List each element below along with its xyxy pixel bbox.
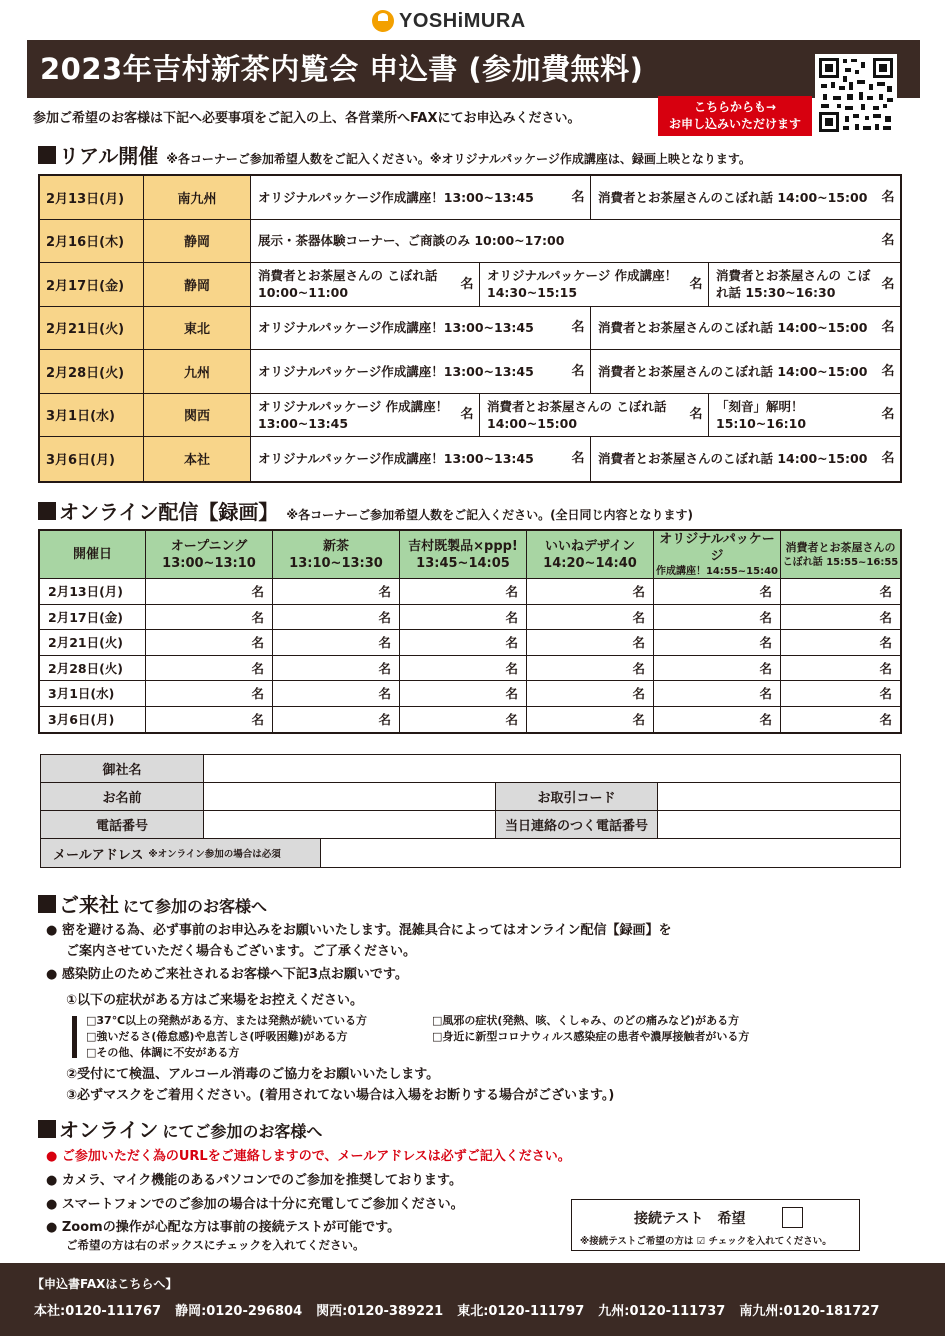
session-label: オリジナルパッケージ作成講座！13:00~13:45 <box>258 451 534 467</box>
real-event-table <box>38 174 902 483</box>
online-bullet-4b: ご希望の方は右のボックスにチェックを入れてください。 <box>66 1238 365 1252</box>
checklist-bar <box>72 1016 77 1058</box>
tea-leaf-icon <box>372 10 394 32</box>
email-label-text: メールアドレス <box>53 847 144 863</box>
table-row <box>40 394 900 438</box>
stream-date: 2月21日(火) <box>40 630 146 655</box>
session-entry[interactable] <box>251 307 591 350</box>
attendee-count-cell[interactable]: 名 <box>879 584 892 600</box>
attendee-count-cell[interactable]: 名 <box>273 681 400 706</box>
table-row <box>40 707 900 733</box>
attendee-count-cell[interactable]: 名 <box>146 681 273 706</box>
event-date: 2月21日(火) <box>40 307 144 350</box>
email-required-note: ※オンライン参加の場合は必須 <box>148 849 281 860</box>
attendee-count-cell[interactable]: 名 <box>146 579 273 604</box>
intro-text: 参加ご希望のお客様は下記へ必要事項をご記入の上、各営業所へFAXにてお申込みください。 <box>33 111 581 126</box>
count-unit: 名 <box>571 363 585 379</box>
visit-bullet-1b: ご案内させていただく場合もございます。ご了承ください。 <box>66 944 416 959</box>
symptom-item: □身近に新型コロナウィルス感染症の患者や濃厚接触者がいる方 <box>432 1030 750 1043</box>
stream-date: 3月6日(月) <box>40 707 146 733</box>
visit-bullet-1a: ● 密を避ける為、必ず事前のお申込みをお願いいたします。混雑具合によってはオンライン配信【録画】を <box>46 923 672 938</box>
session-entry[interactable] <box>251 350 591 393</box>
session-entry[interactable] <box>591 176 900 219</box>
count-unit: 名 <box>881 407 895 423</box>
session-entry[interactable] <box>480 394 709 437</box>
contact-form <box>40 754 901 868</box>
day-phone-field[interactable] <box>658 811 900 838</box>
event-location: 東北 <box>144 307 251 350</box>
account-code-label: お取引コード <box>496 783 658 810</box>
attendee-count-cell[interactable]: 名 <box>654 656 781 681</box>
real-heading-text: リアル開催 <box>59 144 159 168</box>
attendee-count-cell[interactable]: 名 <box>654 681 781 706</box>
attendee-count-cell[interactable]: 名 <box>273 707 400 733</box>
fax-number: 静岡:0120-296804 <box>175 1304 303 1319</box>
banner-line1: こちらからも→ <box>693 100 777 114</box>
attendee-count-cell[interactable]: 名 <box>527 681 654 706</box>
page-title: 2023年吉村新茶内覧会 申込書 (参加費無料) <box>40 52 644 86</box>
session-label: オリジナルパッケージ作成講座！13:00~13:45 <box>258 363 534 379</box>
square-bullet-icon <box>38 1120 56 1138</box>
session-label: 消費者とお茶屋さんの こぼれ話 14:00~15:00 <box>487 398 667 431</box>
attendee-count-cell[interactable]: 名 <box>273 630 400 655</box>
session-entry[interactable] <box>251 263 480 306</box>
session-entry[interactable] <box>251 220 900 263</box>
visit-heading-sub: にて参加のお客様へ <box>123 897 268 916</box>
visit-section-heading <box>38 889 267 918</box>
banner-line2: お申し込みいただけます <box>668 117 801 131</box>
online-note-heading-main: オンライン <box>59 1118 159 1142</box>
square-bullet-icon <box>38 502 56 520</box>
online-heading-text: オンライン配信【録画】 <box>59 500 279 524</box>
session-label: オリジナルパッケージ作成講座！13:00~13:45 <box>258 189 534 205</box>
session-label: 消費者とお茶屋さんの こぼれ話 10:00~11:00 <box>258 268 438 301</box>
table-row <box>40 350 900 394</box>
attendee-count-cell[interactable]: 名 <box>654 605 781 630</box>
fax-number: 本社:0120-111767 <box>34 1304 162 1319</box>
online-stream-table <box>38 529 902 734</box>
attendee-count-cell[interactable]: 名 <box>400 681 527 706</box>
attendee-count-cell[interactable]: 名 <box>400 707 527 733</box>
attendee-count-cell[interactable]: 名 <box>879 660 892 676</box>
count-unit: 名 <box>571 451 585 467</box>
connection-test-label: 接続テスト 希望 <box>634 1211 746 1227</box>
connection-test-note: ※接続テストご希望の方は ☑ チェックを入れてください。 <box>580 1236 832 1247</box>
visit-sub-2: ②受付にて検温、アルコール消毒のご協力をお願いいたします。 <box>66 1067 440 1082</box>
count-unit: 名 <box>571 189 585 205</box>
table-row <box>40 307 900 351</box>
fax-number: 東北:0120-111797 <box>457 1304 585 1319</box>
connection-test-box <box>571 1199 860 1251</box>
session-label: 展示・茶器体験コーナー、ご商談のみ 10:00~17:00 <box>258 233 565 249</box>
session-label: 消費者とお茶屋さんのこぼれ話 14:00~15:00 <box>598 451 868 467</box>
attendee-count-cell[interactable]: 名 <box>879 609 892 625</box>
square-bullet-icon <box>38 146 56 164</box>
attendee-count-cell[interactable]: 名 <box>400 579 527 604</box>
event-date: 2月28日(火) <box>40 350 144 393</box>
fax-number-list <box>34 1300 879 1319</box>
session-entry[interactable] <box>251 437 591 481</box>
name-label: お名前 <box>41 783 204 810</box>
square-bullet-icon <box>38 895 56 913</box>
attendee-count-cell[interactable]: 名 <box>527 707 654 733</box>
symptom-item: □37℃以上の発熱がある方、または発熱が続いている方 <box>86 1014 368 1027</box>
online-note-heading-sub: にてご参加のお客様へ <box>162 1122 323 1141</box>
table-row <box>40 656 900 682</box>
attendee-count-cell[interactable]: 名 <box>879 686 892 702</box>
event-location: 南九州 <box>144 176 251 219</box>
attendee-count-cell[interactable]: 名 <box>273 579 400 604</box>
count-unit: 名 <box>881 451 895 467</box>
account-code-field[interactable] <box>658 783 900 810</box>
event-location: 九州 <box>144 350 251 393</box>
attendee-count-cell[interactable]: 名 <box>527 656 654 681</box>
attendee-count-cell[interactable]: 名 <box>654 707 781 733</box>
attendee-count-cell[interactable]: 名 <box>879 635 892 651</box>
online-note-heading <box>38 1114 322 1143</box>
session-entry[interactable] <box>480 263 709 306</box>
stream-date: 2月13日(月) <box>40 579 146 604</box>
online-bullet-3: ● スマートフォンでのご参加の場合は十分に充電してご参加ください。 <box>46 1197 464 1212</box>
count-unit: 名 <box>881 320 895 336</box>
column-header: いいねデザイン 14:20~14:40 <box>527 531 654 578</box>
event-location: 本社 <box>144 437 251 481</box>
session-label: 消費者とお茶屋さんのこぼれ話 14:00~15:00 <box>598 363 868 379</box>
form-row <box>41 783 900 811</box>
event-date: 2月17日(金) <box>40 263 144 306</box>
column-header: 開催日 <box>40 531 146 578</box>
table-row <box>40 437 900 481</box>
session-entry[interactable] <box>591 307 900 350</box>
count-unit: 名 <box>689 276 703 292</box>
online-section-heading <box>38 496 693 525</box>
count-unit: 名 <box>571 320 585 336</box>
event-date: 3月1日(水) <box>40 394 144 437</box>
count-unit: 名 <box>689 407 703 423</box>
table-row <box>40 220 900 264</box>
table-row <box>40 176 900 220</box>
form-row <box>41 811 900 839</box>
day-phone-label: 当日連絡のつく電話番号 <box>496 811 658 838</box>
company-field[interactable] <box>204 755 900 782</box>
real-heading-note: ※各コーナーご参加希望人数をご記入ください。※オリジナルパッケージ作成講座は、録画上映となります。 <box>166 152 751 166</box>
online-heading-note: ※各コーナーご参加希望人数をご記入ください。(全日同じ内容となります) <box>286 508 694 522</box>
attendee-count-cell[interactable]: 名 <box>146 707 273 733</box>
column-header: 消費者とお茶屋さんの こぼれ話 15:55~16:55 <box>782 541 899 568</box>
session-entry[interactable] <box>709 394 900 437</box>
visit-sub-1: ①以下の症状がある方はご来場をお控えください。 <box>66 993 364 1008</box>
logo-text: YOSHiMURA <box>399 9 526 32</box>
session-label: 消費者とお茶屋さんのこぼれ話 14:00~15:00 <box>598 189 868 205</box>
visit-sub-3: ③必ずマスクをご着用ください。(着用されてない場合は入場をお断りする場合がございます。) <box>66 1088 615 1103</box>
symptom-item: □強いだるさ(倦怠感)や息苦しさ(呼吸困難)がある方 <box>86 1030 348 1043</box>
fax-number: 九州:0120-111737 <box>598 1304 726 1319</box>
phone-field[interactable] <box>204 811 496 838</box>
table-row <box>40 681 900 707</box>
attendee-count-cell[interactable]: 名 <box>146 605 273 630</box>
form-row <box>41 839 900 867</box>
email-field[interactable] <box>321 839 900 867</box>
attendee-count-cell[interactable]: 名 <box>879 712 892 728</box>
stream-date: 2月17日(金) <box>40 605 146 630</box>
attendee-count-cell[interactable]: 名 <box>654 630 781 655</box>
event-location: 関西 <box>144 394 251 437</box>
session-entry[interactable] <box>591 437 900 481</box>
session-label: オリジナルパッケージ 作成講座！13:00~13:45 <box>258 398 449 431</box>
email-label <box>41 839 321 867</box>
event-date: 2月16日(木) <box>40 220 144 263</box>
name-field[interactable] <box>204 783 496 810</box>
company-label: 御社名 <box>41 755 204 782</box>
connection-test-checkbox[interactable] <box>782 1207 803 1228</box>
column-header: オープニング 13:00~13:10 <box>146 531 273 578</box>
stream-date: 2月28日(火) <box>40 656 146 681</box>
session-label: 「刻音」解明！15:10~16:10 <box>716 398 807 431</box>
qr-code-icon <box>817 56 895 134</box>
stream-date: 3月1日(水) <box>40 681 146 706</box>
event-location: 静岡 <box>144 220 251 263</box>
count-unit: 名 <box>881 233 895 249</box>
table-row <box>40 630 900 656</box>
symptom-item: □その他、体調に不安がある方 <box>86 1046 240 1059</box>
table-row <box>40 579 900 605</box>
count-unit: 名 <box>881 189 895 205</box>
event-location: 静岡 <box>144 263 251 306</box>
table-header <box>40 531 900 579</box>
fax-number: 関西:0120-389221 <box>316 1304 444 1319</box>
event-date: 3月6日(月) <box>40 437 144 481</box>
session-label: オリジナルパッケージ作成講座！13:00~13:45 <box>258 320 534 336</box>
count-unit: 名 <box>881 276 895 292</box>
attendee-count-cell[interactable]: 名 <box>527 605 654 630</box>
online-apply-banner[interactable] <box>658 96 812 136</box>
form-row <box>41 755 900 783</box>
attendee-count-cell[interactable]: 名 <box>146 630 273 655</box>
attendee-count-cell[interactable]: 名 <box>400 605 527 630</box>
session-label: 消費者とお茶屋さんの こぼれ話 15:30~16:30 <box>716 268 871 301</box>
table-row <box>40 263 900 307</box>
column-header: 新茶 13:10~13:30 <box>273 531 400 578</box>
table-row <box>40 605 900 631</box>
visit-bullet-2: ● 感染防止のためご来社されるお客様へ下記3点お願いです。 <box>46 967 408 982</box>
session-entry[interactable] <box>251 176 591 219</box>
fax-number: 南九州:0120-181727 <box>739 1304 880 1319</box>
session-entry[interactable] <box>591 350 900 393</box>
phone-label: 電話番号 <box>41 811 204 838</box>
attendee-count-cell[interactable]: 名 <box>527 579 654 604</box>
attendee-count-cell[interactable]: 名 <box>400 630 527 655</box>
online-bullet-2: ● カメラ、マイク機能のあるパソコンでのご参加を推奨しております。 <box>46 1173 463 1188</box>
attendee-count-cell[interactable]: 名 <box>654 579 781 604</box>
attendee-count-cell[interactable]: 名 <box>527 630 654 655</box>
count-unit: 名 <box>460 276 474 292</box>
column-header: オリジナルパッケージ 作成講座！14:55~15:40 <box>654 531 781 578</box>
qr-code[interactable] <box>815 54 897 136</box>
column-header: 吉村既製品×ppp! 13:45~14:05 <box>400 531 527 578</box>
real-section-heading <box>38 140 751 169</box>
fax-heading: 【申込書FAXはこちらへ】 <box>32 1277 178 1291</box>
event-date: 2月13日(月) <box>40 176 144 219</box>
session-entry[interactable] <box>251 394 480 437</box>
visit-heading-main: ご来社 <box>59 893 119 917</box>
session-entry[interactable] <box>709 263 900 306</box>
yoshimura-logo <box>372 6 526 36</box>
online-bullet-4: ● Zoomの操作が心配な方は事前の接続テストが可能です。 <box>46 1220 401 1235</box>
count-unit: 名 <box>460 407 474 423</box>
count-unit: 名 <box>881 363 895 379</box>
symptom-item: □風邪の症状(発熱、咳、くしゃみ、のどの痛みなど)がある方 <box>432 1014 740 1027</box>
attendee-count-cell[interactable]: 名 <box>273 656 400 681</box>
session-label: オリジナルパッケージ 作成講座！14:30~15:15 <box>487 268 678 301</box>
attendee-count-cell[interactable]: 名 <box>146 656 273 681</box>
fax-footer <box>0 1263 945 1336</box>
attendee-count-cell[interactable]: 名 <box>400 656 527 681</box>
session-label: 消費者とお茶屋さんのこぼれ話 14:00~15:00 <box>598 320 868 336</box>
online-bullet-1: ● ご参加いただく為のURLをご連絡しますので、メールアドレスは必ずご記入ください。 <box>46 1149 571 1164</box>
attendee-count-cell[interactable]: 名 <box>273 605 400 630</box>
